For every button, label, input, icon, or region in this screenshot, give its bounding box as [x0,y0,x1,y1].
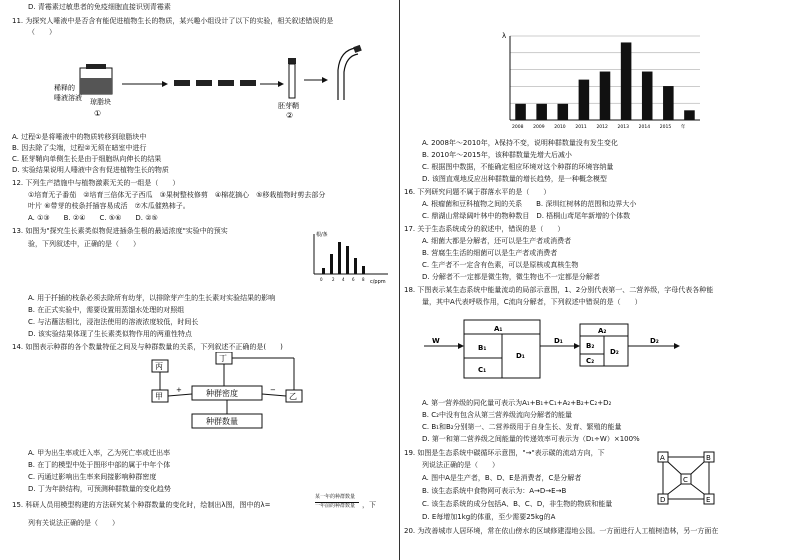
arrow-head [278,81,284,87]
arrow [691,462,704,474]
option-17d: D. 分解者不一定都是微生物，微生物也不一定都是分解者 [422,273,600,281]
options-12: A. ①③ B. ②④ C. ⑤⑥ D. ②⑤ [28,214,158,222]
options-16-cd: C. 鼎湖山常绿阔叶林中的物种数目 D. 梧桐山鸢尾年新增的个体数 [422,212,631,220]
lambda-tail: ，下 [362,501,376,509]
agar-block [86,64,106,69]
coleoptile [289,64,295,98]
tick-label: 2010 [554,125,566,130]
agar-piece [174,80,190,86]
option-13b: B. 在正式实验中，需要设置用蒸馏水处理的对照组 [28,306,185,314]
option-13c: C. 与沾蘸法相比，浸泡法使用的溶液浓度较低，时间长 [28,318,199,326]
label-A2: A₂ [598,327,607,335]
bar-年 [684,110,695,120]
bar [330,254,333,274]
option-18d: D. 第一和第二营养级之间能量的传递效率可表示为（D₁÷W）×100% [422,435,640,443]
solution-label-2: 唾液溶液 [54,94,82,102]
tick-label: 2013 [617,125,630,130]
y-axis-label: λ [502,32,507,40]
label-bing: 丙 [155,362,163,371]
label-C1: C₁ [478,366,487,374]
question-13: 13. 如图为"探究生长素类似物促进插条生根的最适浓度"实验中的预实 [12,227,228,235]
option-18a: A. 第一营养级的同化量可表示为A₁+B₁+C₁+A₂+B₂+C₂+D₂ [422,399,612,407]
question-19-2: 列说法正确的是（ ） [422,461,499,469]
bar-2010 [558,104,569,120]
question-18-2: 量，其中A代表呼吸作用，C流向分解者，下列叙述中错误的是（ ） [422,298,642,306]
question-12-items-2: 叶片 ⑥带芽的枝条扦插容易成活 ⑦木瓜催熟柿子。 [28,202,190,210]
tick-label: 2015 [659,125,672,130]
arrow [668,484,681,494]
agar-on-coleoptile [353,45,362,53]
option-14b: B. 在丁的模型中处于图形中部的属于中年个体 [28,461,171,469]
question-18: 18. 下图表示某生态系统中能量流动的局部示意图，1、2分别代表第一、二营养级，字母代表各种能 [404,286,714,294]
step1-label: ① [94,109,102,118]
question-16: 16. 下列研究问题不属于群落水平的是（ ） [404,188,551,196]
figure-14 [142,352,312,442]
label-ding: 丁 [219,354,227,363]
option-13d: D. 该实验结果体现了生长素类似物作用的两重性特点 [28,330,192,338]
option-11b: B. 因去除了尖端，过程②无须在暗室中进行 [12,144,147,152]
label-yi: 乙 [289,392,297,401]
arrow-head [322,77,328,83]
label-B: B [706,454,711,462]
bar-2014 [642,72,653,120]
label-jia: 甲 [155,392,163,401]
figure-18 [424,310,764,390]
bent-coleoptile [344,54,358,100]
x-label: c/ppm [370,279,386,285]
option-17b: B. 营腐生生活的细菌可以是生产者或消费者 [422,249,558,257]
option-19d: D. E每增加1kg的体重，至少需要25kg的A [422,513,556,521]
solution [80,78,112,94]
tick-label: 2012 [596,125,608,130]
bar [346,246,349,274]
question-14: 14. 如图表示种群的各个数量特征之间及与种群数量的关系，下列叙述不正确的是( ) [12,343,283,351]
figure-11 [52,40,382,120]
question-12-items: ①培育无子番茄 ②培育三倍体无子西瓜 ③果树整枝修剪 ④棉花摘心 ⑤移栽植物时剪去部分 [28,191,326,199]
question-11: 11. 为探究人唾液中是否含有能促进植物生长的物质，某兴趣小组设计了以下的实验，相关叙述错误的是 [12,17,334,25]
plus-sign: + [176,386,182,394]
option-15c: C. 根据图中数据，不能确定相应环境对这个种群的环境容纳量 [422,163,614,171]
question-20: 20. 为改善城市人居环境，常在依山傍水的区域修建湿地公园。一方面进行人工植树造林，另一方面在 [404,527,719,535]
text-line: （ ） [28,28,56,36]
option-11d: D. 实验结果说明人唾液中含有促进植物生长的物质 [12,166,169,174]
bar [322,268,325,274]
arrow [668,462,681,474]
option-17c: C. 生产者不一定含有色素，可以是原核或真核生物 [422,261,579,269]
lambda-bar-chart [498,30,708,134]
label-A: A [660,454,665,462]
tick-label: 2014 [638,125,651,130]
figure-19 [656,450,718,508]
option-18b: B. C₂中没有包含从第三营养级流向分解者的能量 [422,411,572,419]
label-D2: D₂ [610,348,619,356]
option-14a: A. 甲为出生率或迁入率，乙为死亡率或迁出率 [28,449,171,457]
question-12: 12. 下列生产措施中与植物激素无关的一组是（ ） [12,179,180,187]
bar [354,258,357,274]
tick: 0 [320,277,323,282]
label-B2: B₂ [586,342,595,350]
option-15a: A. 2008年～2010年，λ保持不变，说明种群数量没有发生变化 [422,139,618,147]
y-label: 根/条 [316,232,328,238]
label-density: 种群密度 [206,389,238,398]
option-11a: A. 过程①是将唾液中的物质转移到琼脂块中 [12,133,147,141]
label-D2-arrow: D₂ [650,337,659,345]
question-19: 19. 如图是生态系统中碳循环示意图，"→"表示碳的流动方向，下 [404,449,605,457]
label-C: C [683,476,688,484]
options-16-ab: A. 根瘤菌和豆科植物之间的关系 B. 深圳红树林的范围和边界大小 [422,200,637,208]
option-15b: B. 2010年～2015年，该种群数量先增大后减小 [422,151,572,159]
arrow-head [674,343,680,349]
minus-sign: − [270,386,276,394]
label-C2: C₂ [586,357,595,365]
bar [338,242,341,274]
option-15d: D. 该图直观地反应出种群数量的增长趋势，是一种概念模型 [422,175,607,183]
option-19a: A. 图中A是生产者，B、D、E是消费者，C是分解者 [422,474,582,482]
option-18c: C. B₁和B₂分别第一、二营养级用于自身生长、发育、繁殖的能量 [422,423,622,431]
agar-piece [240,80,256,86]
label-D: D [660,496,666,504]
bar-2011 [579,80,590,120]
bar-2015 [663,86,674,120]
label-W: W [432,337,440,345]
label-B1: B₁ [478,344,487,352]
question-15: 15. 科研人员用模型构建的方法研究某个种群数量的变化时，绘制出λ图，图中的λ= [12,501,271,509]
arrow-head [458,343,464,349]
agar-piece [196,80,212,86]
text-line: D. 青霉素过敏患者的免疫细胞直接识别青霉素 [28,3,171,11]
question-15-2: 列有关说法正确的是（ ） [28,519,119,527]
tick-label: 2009 [533,125,545,130]
agar-piece [218,80,234,86]
label-D1-arrow: D₁ [554,337,563,345]
tick-label: 2008 [512,125,524,130]
agar-label: 琼脂块 [90,98,111,106]
tick: 4 [342,277,345,282]
option-13a: A. 用于扦插的枝条必须去除所有幼芽，以排除芽产生的生长素对实验结果的影响 [28,294,276,302]
arrow [691,484,704,494]
option-17a: A. 细菌大都是分解者，还可以是生产者或消费者 [422,237,572,245]
question-17: 17. 关于生态系统成分的叙述中，错误的是（ ） [404,225,565,233]
step2-label: ② [286,111,294,120]
label-A1: A₁ [494,325,503,333]
bar-2012 [600,72,611,120]
tick-label: 2011 [575,125,587,130]
question-13-2: 验，下列叙述中，正确的是（ ） [28,240,140,248]
option-19b: B. 该生态系统中食物网可表示为：A→D→E→B [422,487,567,495]
option-14d: D. 丁为年龄结构，可预测种群数量的变化趋势 [28,485,171,493]
bar-2008 [515,104,526,120]
tick: 2 [332,277,335,282]
figure-13 [302,228,394,286]
option-11c: C. 胚芽鞘向单侧生长是由于细胞纵向伸长的结果 [12,155,162,163]
coleoptile-label: 胚芽鞘 [278,102,299,110]
label-E: E [706,496,711,504]
label-count: 种群数量 [206,417,238,426]
column-divider [399,0,400,560]
arrow-head [574,343,580,349]
arrow-head [162,81,168,87]
solution-label: 稀释的 [54,84,75,92]
lambda-denominator: 一年前的种群数量 [315,503,356,509]
tick: 6 [352,277,355,282]
bar-2009 [536,104,547,120]
bar [362,266,365,274]
arrow-yi-density [262,394,286,396]
tick: 8 [362,277,365,282]
option-19c: C. 该生态系统的成分包括A、B、C、D，非生物的物质和能量 [422,500,613,508]
arrow-jia-density [168,394,192,396]
agar-on-coleoptile [288,58,296,64]
lambda-numerator: 某一年的种群数量 [315,494,356,500]
bar-2013 [621,42,632,120]
label-D1: D₁ [516,352,525,360]
option-14c: C. 丙通过影响出生率来间接影响种群密度 [28,473,157,481]
tick-label: 年 [680,125,686,130]
